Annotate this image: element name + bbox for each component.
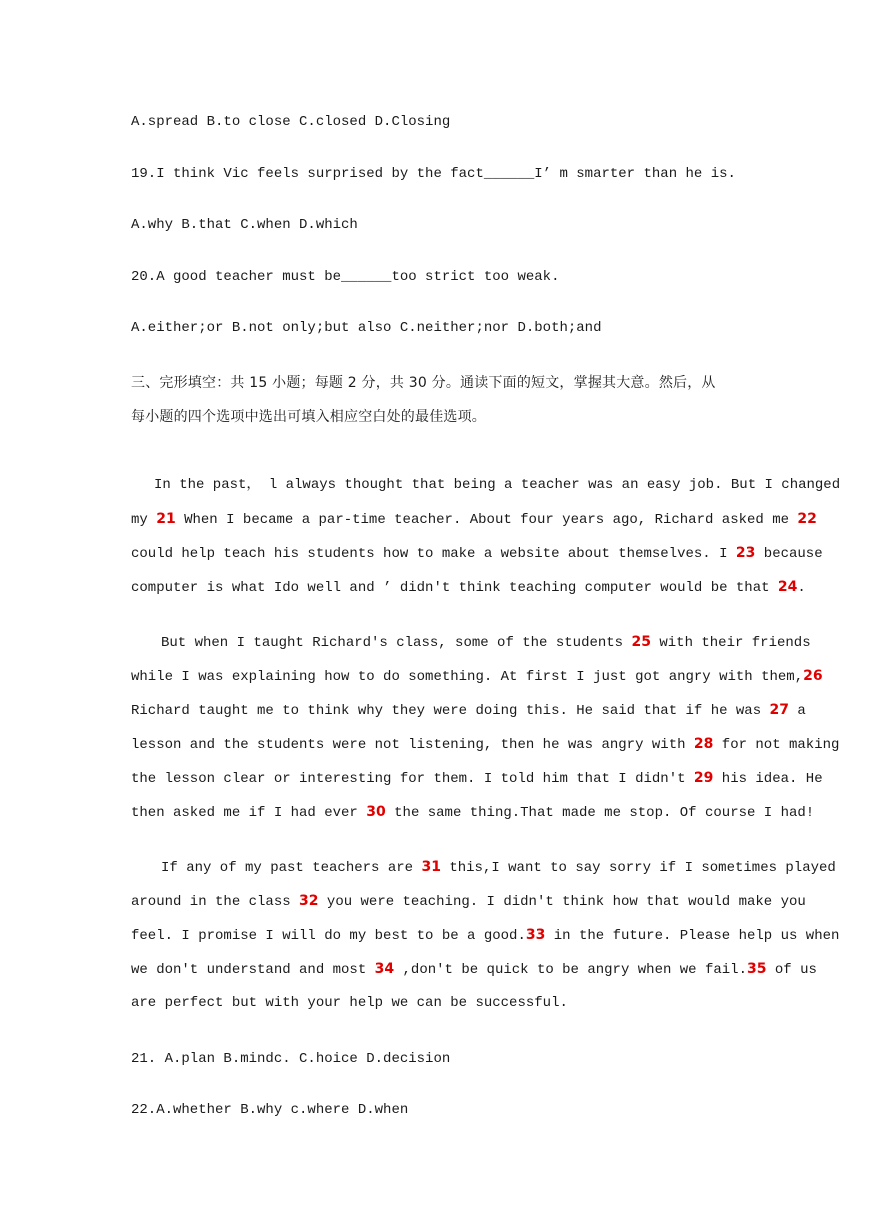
passage-text: for not making (713, 737, 840, 753)
blank-number-29: 29 (693, 770, 714, 786)
blank-number-30: 30 (366, 804, 386, 820)
blank-number-33: 33 (525, 927, 546, 943)
blank-number-35: 35 (746, 961, 767, 977)
passage-line (131, 693, 806, 727)
passage-text: my (131, 512, 157, 528)
blank-number-32: 32 (299, 893, 319, 909)
passage-text: But when I taught Richard's class, some of the students (161, 635, 632, 651)
blank-number-34: 34 (374, 961, 395, 977)
q18-options: A.spread B.to close C.closed D.Closing (131, 114, 451, 130)
passage-paragraph-2 (131, 625, 840, 829)
passage-text: then asked me if I had ever (131, 805, 367, 821)
passage-line (131, 468, 841, 502)
q19-options: A.why B.that C.when D.which (131, 217, 358, 233)
section-heading-line-1: 三、完形填空：共 15 小题；每题 2 分，共 30 分。通读下面的短文，掌握其大意。然后，从 (131, 375, 716, 391)
q20-options: A.either;or B.not only;but also C.neither;nor D.both;and (131, 320, 602, 336)
passage-text: we don't understand and most (131, 962, 375, 978)
passage-text: in the future. Please help us when (545, 928, 840, 944)
passage-text: computer is what Ido well and ’ didn't think teaching computer would be that (131, 580, 778, 596)
passage-line (131, 986, 737, 1020)
passage-line (131, 884, 806, 918)
passage-text: are perfect but with your help we can be successful. (131, 995, 568, 1011)
passage-line (131, 659, 823, 693)
blank-number-21: 21 (156, 511, 176, 527)
passage-line (131, 918, 840, 952)
passage-text: the same thing.That made me stop. Of course I had! (385, 805, 815, 821)
passage-text: the lesson clear or interesting for them. I told him that I didn't (131, 771, 694, 787)
passage-text: ,don't be quick to be angry when we fail. (394, 962, 747, 978)
passage-line (131, 850, 836, 884)
passage-paragraph-3 (131, 850, 840, 1020)
passage-text: feel. I promise I will do my best to be a good. (131, 928, 526, 944)
passage-line (131, 625, 811, 659)
passage-text: When I became a par-time teacher. About four years ago, Richard asked me (175, 512, 798, 528)
q22-options: 22.A.whether B.why c.where D.when (131, 1102, 409, 1118)
section-heading-line-2: 每小题的四个选项中选出可填入相应空白处的最佳选项。 (131, 409, 486, 425)
blank-number-27: 27 (769, 702, 789, 718)
blank-number-31: 31 (421, 859, 441, 875)
q20-stem: 20.A good teacher must be______too strict too weak. (131, 269, 560, 285)
passage-text: In the past， l always thought that being a teacher was an easy job. But I changed (154, 477, 841, 493)
passage-text: a (789, 703, 806, 719)
blank-number-24: 24 (777, 579, 798, 595)
passage-text: while I was explaining how to do something. At first I just got angry with them, (131, 669, 804, 685)
passage-line (131, 795, 815, 829)
passage-line (131, 727, 840, 761)
passage-text: because (755, 546, 823, 562)
passage-text: this,I want to say sorry if I sometimes played (440, 860, 836, 876)
passage-text: you were teaching. I didn't think how that would make you (318, 894, 806, 910)
blank-number-22: 22 (797, 511, 817, 527)
passage-text: his idea. He (713, 771, 823, 787)
passage-text: lesson and the students were not listening, then he was angry with (131, 737, 694, 753)
passage-text: could help teach his students how to make a website about themselves. I (131, 546, 736, 562)
blank-number-23: 23 (735, 545, 756, 561)
q21-options: 21. A.plan B.mindc. C.hoice D.decision (131, 1051, 451, 1067)
passage-line (131, 952, 817, 986)
section-heading (131, 366, 743, 434)
passage-text: Richard taught me to think why they were doing this. He said that if he was (131, 703, 770, 719)
passage-line (131, 536, 823, 570)
passage-paragraph-1 (131, 468, 841, 604)
passage-text: with their friends (650, 635, 811, 651)
passage-text: If any of my past teachers are (161, 860, 422, 876)
passage-text: . (797, 580, 806, 596)
passage-text: around in the class (131, 894, 300, 910)
passage-line (131, 502, 817, 536)
passage-line (131, 570, 806, 604)
passage-line (131, 761, 823, 795)
blank-number-26: 26 (803, 668, 823, 684)
blank-number-28: 28 (693, 736, 714, 752)
passage-text: of us (766, 962, 817, 978)
q19-stem: 19.I think Vic feels surprised by the fact______I’ m smarter than he is. (131, 166, 736, 182)
blank-number-25: 25 (631, 634, 651, 650)
